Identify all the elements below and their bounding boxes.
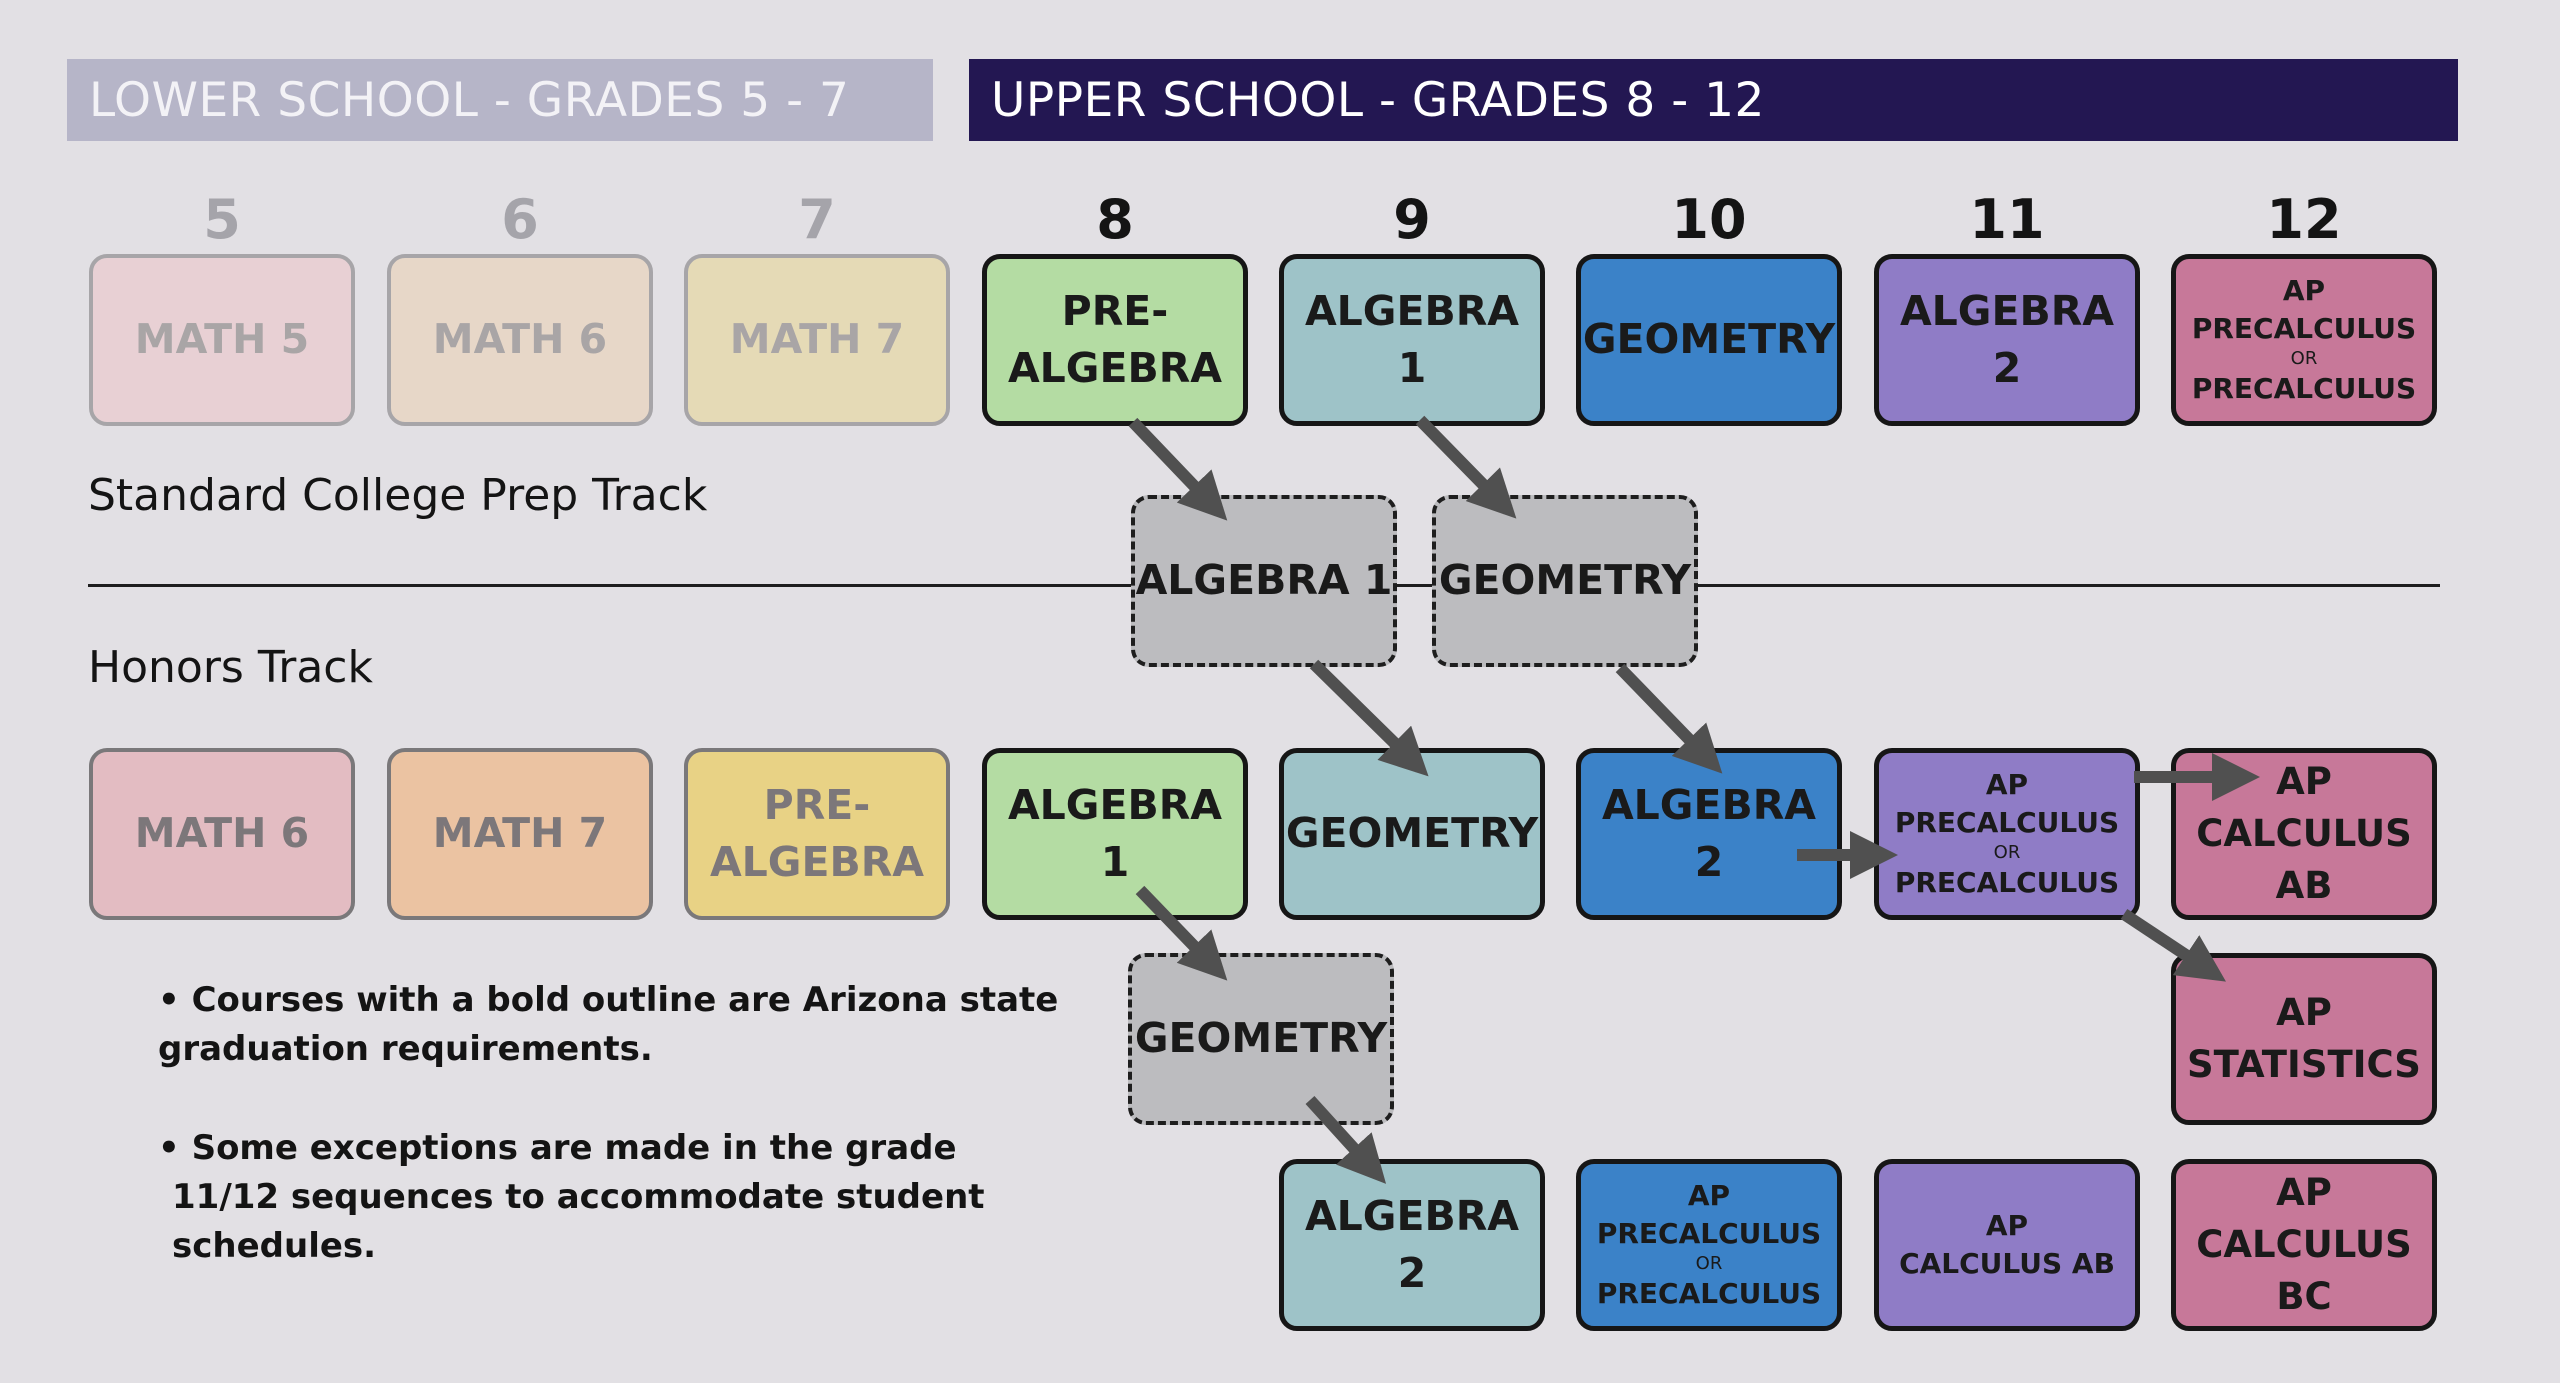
course-line: ALGEBRA: [1601, 780, 1817, 829]
course-line: PRECALCULUS: [2191, 311, 2417, 345]
arrow: [1420, 420, 1508, 510]
course-line: GEOMETRY: [1438, 556, 1692, 605]
course-line: GEOMETRY: [1134, 1014, 1388, 1063]
course-line: ALGEBRA: [709, 838, 925, 886]
course-line: MATH 5: [134, 315, 310, 364]
arrow: [1140, 890, 1219, 972]
note-line: graduation requirements.: [158, 1029, 653, 1069]
course-line: AP: [2276, 991, 2332, 1035]
course-line: MATH 7: [729, 315, 905, 364]
course-line: OR: [2290, 347, 2318, 369]
grade-label-7: 7: [798, 188, 836, 251]
arrow: [1133, 422, 1219, 512]
note-line: 11/12 sequences to accommodate student: [172, 1177, 985, 1217]
note-text: Some exceptions are made in the grade: [191, 1128, 957, 1168]
course-line: ALGEBRA: [1007, 780, 1223, 829]
standard-track-label: Standard College Prep Track: [88, 470, 708, 521]
course-line: OR: [1993, 841, 2021, 863]
course-line: AP: [2276, 1171, 2332, 1215]
grade-label-8: 8: [1096, 188, 1134, 251]
honors-track-label: Honors Track: [88, 642, 373, 693]
course-line: ALGEBRA 1: [1304, 286, 1520, 392]
course-line: AB: [2275, 863, 2333, 907]
course-line: MATH 7: [432, 809, 608, 858]
course-line: ALGEBRA 1: [1135, 556, 1393, 605]
course-line: PRECALCULUS: [1596, 1216, 1822, 1250]
course-line: AP: [1687, 1179, 1731, 1213]
grade-label-9: 9: [1393, 188, 1431, 251]
course-line: ALGEBRA: [1304, 1191, 1520, 1240]
note-text: Courses with a bold outline are Arizona state: [191, 980, 1059, 1020]
course-line: BC: [2276, 1274, 2332, 1318]
arrow: [1310, 1100, 1378, 1175]
course-line: CALCULUS: [2196, 1223, 2412, 1267]
course-line: AP: [2282, 274, 2326, 308]
course-line: PRECALCULUS: [1596, 1277, 1822, 1310]
arrow: [1314, 664, 1420, 768]
course-line: ALGEBRA 2: [1899, 286, 2115, 392]
course-line: AP: [2276, 760, 2332, 804]
course-line: PRE-: [1061, 286, 1169, 335]
arrow: [1620, 668, 1714, 765]
course-line: 2: [1694, 838, 1724, 886]
lower-school-header: LOWER SCHOOL - GRADES 5 - 7: [67, 59, 933, 141]
course-line: MATH 6: [134, 809, 310, 858]
note-line: • Courses with a bold outline are Arizona state: [158, 980, 1059, 1020]
upper-school-header: UPPER SCHOOL - GRADES 8 - 12: [969, 59, 2458, 141]
grade-label-5: 5: [203, 188, 241, 251]
course-line: 2: [1397, 1249, 1427, 1297]
course-line: 1: [1100, 838, 1130, 886]
course-line: AP: [1985, 1209, 2029, 1243]
course-line: CALCULUS: [2196, 812, 2412, 856]
note-line: • Some exceptions are made in the grade: [158, 1128, 957, 1168]
course-line: GEOMETRY: [1582, 315, 1836, 364]
course-line: STATISTICS: [2187, 1043, 2421, 1086]
grade-label-10: 10: [1671, 188, 1747, 251]
course-line: PRECALCULUS: [1894, 805, 2120, 839]
course-line: MATH 6: [432, 315, 608, 364]
note-line: schedules.: [172, 1226, 377, 1266]
course-line: ALGEBRA: [1007, 344, 1223, 392]
arrow: [2124, 914, 2216, 975]
course-line: PRECALCULUS: [1894, 866, 2120, 899]
grade-label-12: 12: [2266, 188, 2342, 251]
course-line: OR: [1695, 1252, 1723, 1274]
course-line: AP: [1985, 768, 2029, 802]
grade-label-11: 11: [1969, 188, 2045, 251]
course-line: CALCULUS AB: [1899, 1247, 2115, 1280]
course-line: PRECALCULUS: [2191, 372, 2417, 405]
grade-label-6: 6: [501, 188, 539, 251]
course-line: PRE-: [763, 780, 871, 829]
course-line: GEOMETRY: [1285, 809, 1539, 858]
